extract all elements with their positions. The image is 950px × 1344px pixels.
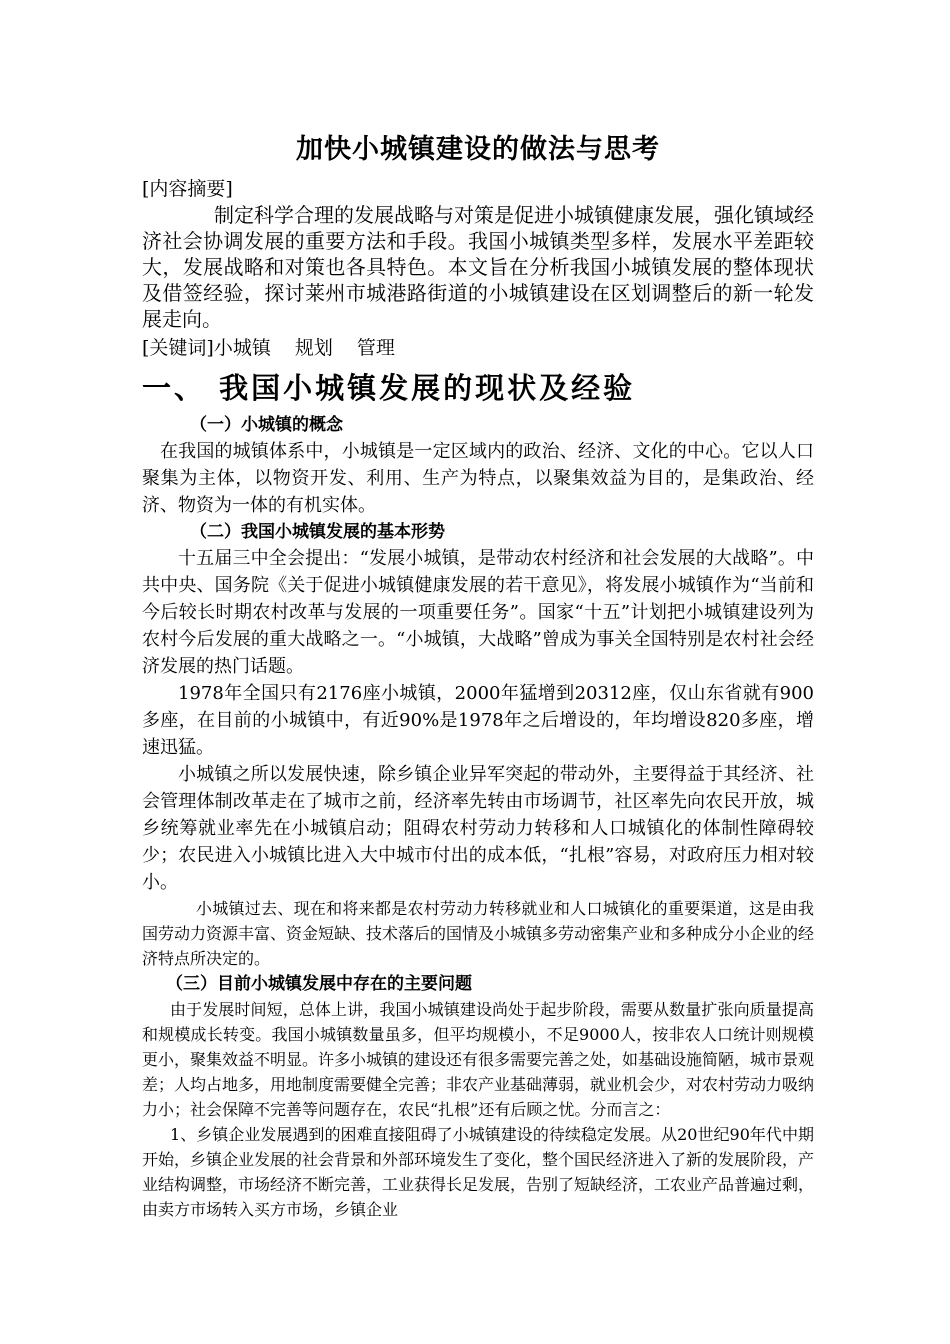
body-paragraph: 在我国的城镇体系中，小城镇是一定区域内的政治、经济、文化的中心。它以人口聚集为主体，以物资开发、利用、生产为特点，以聚集效益为目的，是集政治、经济、物资为一体的有机实体。 (142, 441, 814, 516)
keywords-line (142, 334, 814, 362)
body-paragraph: 1978年全国只有2176座小城镇，2000年猛增到20312座，仅山东省就有900多座，在目前的小城镇中，有近90%是1978年之后增设的，年均增设820多座，增速迅猛。 (142, 683, 814, 758)
body-paragraph: 十五届三中全会提出：“发展小城镇，是带动农村经济和社会发展的大战略”。中共中央、国务院《关于促进小城镇健康发展的若干意见》，将发展小城镇作为“当前和今后较长时期农村改革与发展的一项重要任务”。国家“十五”计划把小城镇建设列为农村今后发展的重大战略之一。“小城镇，大战略”曾成为事关全国特别是农村社会经济发展的热门话题。 (142, 548, 814, 677)
keyword: 管理 (356, 337, 395, 359)
subsection-heading: （三）目前小城镇发展中存在的主要问题 (166, 974, 472, 994)
abstract-label: [内容摘要] (142, 178, 233, 200)
keywords-label: [关键词] (142, 337, 214, 359)
subsection-heading: （一）小城镇的概念 (190, 415, 343, 435)
subsection-heading: （二）我国小城镇发展的基本形势 (190, 522, 445, 542)
body-paragraph: 1、乡镇企业发展遇到的困难直接阻碍了小城镇建设的待续稳定发展。从20世纪90年代中期开始，乡镇企业发展的社会背景和外部环境发生了变化，整个国民经济进入了新的发展阶段，产业结构调整，市场经济不断完善，工业获得长足发展，告别了短缺经济，工农业产品普遍过剩，由卖方市场转入买方市场，乡镇企业 (142, 1125, 815, 1219)
abstract-text: 制定科学合理的发展战略与对策是促进小城镇健康发展，强化镇域经济社会协调发展的重要方法和手段。我国小城镇类型多样，发展水平差距较大，发展战略和对策也各具特色。本文旨在分析我国小城镇发展的整体现状及借签经验，探讨莱州市城港路街道的小城镇建设在区划调整后的新一轮发展走向。 (142, 203, 814, 331)
keyword: 规划 (294, 337, 333, 359)
document-content (142, 130, 814, 1222)
body-paragraph: 小城镇之所以发展快速，除乡镇企业异军突起的带动外，主要得益于其经济、社会管理体制改革走在了城市之前，经济率先转由市场调节，社区率先向农民开放，城乡统筹就业率先在小城镇启动；阻碍农村劳动力转移和人口城镇化的体制性障碍较少；农民进入小城镇比进入大中城市付出的成本低，“扎根”容易，对政府压力相对较小。 (142, 764, 814, 893)
keyword: 小城镇 (213, 337, 271, 359)
body-paragraph: 由于发展时间短，总体上讲，我国小城镇建设尚处于起步阶段，需要从数量扩张向质量提高和规模成长转变。我国小城镇数量虽多，但平均规模小，不足9000人，按非农人口统计则规模更小，聚集效益不明显。许多小城镇的建设还有很多需要完善之处，如基础设施简陋，城市景观差；人均占地多，用地制度需要健全完善；非农产业基础薄弱，就业机会少，对农村劳动力吸纳力小；社会保障不完善等问题存在，农民“扎根”还有后顾之忧。分而言之： (142, 1000, 815, 1119)
document-title: 加快小城镇建设的做法与思考 (296, 134, 660, 165)
body-paragraph: 小城镇过去、现在和将来都是农村劳动力转移就业和人口城镇化的重要渠道，这是由我国劳动力资源丰富、资金短缺、技术落后的国情及小城镇多劳动密集产业和多种成分小企业的经济特点所决定的。 (142, 899, 815, 968)
section-heading: 一、 我国小城镇发展的现状及经验 (142, 371, 636, 405)
